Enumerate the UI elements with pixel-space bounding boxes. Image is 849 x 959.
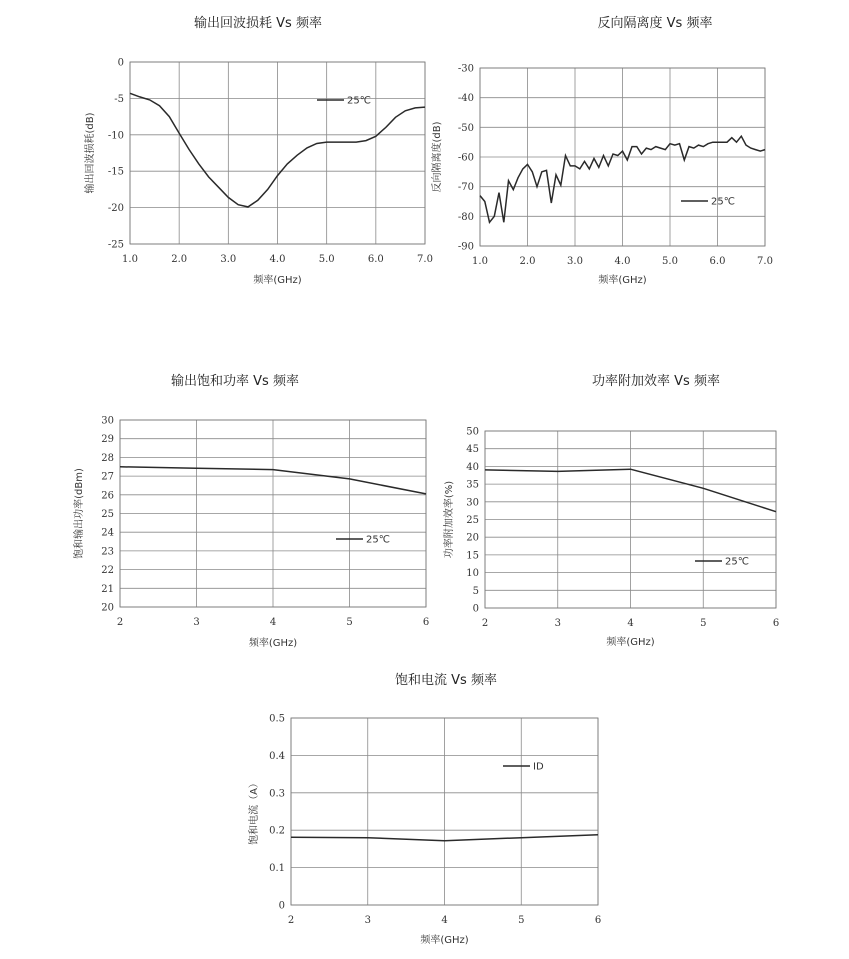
y-tick-label-sat-current: 0.2 — [269, 825, 285, 837]
chart-title-isolation: 反向隔离度 Vs 频率 — [597, 16, 713, 31]
y-tick-label-return-loss: -20 — [107, 203, 124, 215]
y-tick-label-return-loss: -15 — [107, 166, 124, 178]
legend-label-sat-current: ID — [533, 761, 544, 773]
x-tick-label-isolation: 6.0 — [709, 256, 726, 267]
x-tick-label-isolation: 7.0 — [757, 256, 773, 267]
y-tick-label-pae: 50 — [466, 426, 479, 438]
y-tick-label-sat-power: 28 — [101, 452, 114, 464]
chart-title-sat-current: 饱和电流 Vs 频率 — [395, 673, 497, 688]
x-tick-label-sat-current: 6 — [594, 915, 602, 926]
y-tick-label-pae: 0 — [472, 603, 479, 615]
y-tick-label-sat-power: 29 — [101, 434, 114, 446]
y-tick-label-isolation: -50 — [457, 122, 474, 134]
y-axis-label-pae: 功率附加效率(%) — [444, 480, 455, 559]
y-tick-label-sat-power: 25 — [101, 509, 114, 520]
y-tick-label-return-loss: -5 — [114, 93, 124, 105]
y-tick-label-sat-power: 22 — [101, 565, 114, 577]
x-tick-label-return-loss: 5.0 — [318, 254, 335, 265]
y-tick-label-isolation: -60 — [457, 152, 474, 164]
x-tick-label-pae: 6 — [772, 618, 780, 629]
x-tick-label-return-loss: 1.0 — [122, 254, 138, 265]
x-tick-label-pae: 3 — [554, 618, 561, 629]
y-tick-label-sat-power: 30 — [101, 415, 114, 427]
y-tick-label-sat-power: 21 — [101, 583, 114, 595]
y-tick-label-sat-current: 0.4 — [269, 750, 285, 762]
chart-title-pae: 功率附加效率 Vs 频率 — [592, 374, 720, 389]
y-tick-label-pae: 5 — [472, 585, 479, 597]
y-tick-label-sat-power: 20 — [101, 602, 114, 614]
y-tick-label-sat-power: 24 — [101, 527, 114, 539]
x-tick-label-pae: 2 — [481, 618, 489, 629]
x-tick-label-return-loss: 3.0 — [220, 254, 237, 265]
y-tick-label-sat-current: 0 — [278, 900, 285, 912]
x-axis-label-return-loss: 频率(GHz) — [253, 275, 302, 286]
x-tick-label-isolation: 4.0 — [614, 256, 631, 267]
legend-label-pae: 25℃ — [725, 556, 749, 568]
x-tick-label-return-loss: 7.0 — [417, 254, 433, 265]
y-tick-label-isolation: -70 — [457, 182, 474, 194]
x-tick-label-isolation: 5.0 — [662, 256, 678, 267]
y-tick-label-pae: 20 — [466, 532, 479, 544]
y-tick-label-isolation: -80 — [457, 211, 474, 223]
x-tick-label-sat-power: 5 — [346, 617, 353, 628]
y-tick-label-return-loss: -25 — [107, 239, 124, 251]
x-axis-label-pae: 频率(GHz) — [606, 637, 655, 648]
y-tick-label-isolation: -30 — [457, 63, 474, 75]
y-axis-label-sat-current: 饱和电流（A） — [249, 778, 260, 845]
y-tick-label-sat-power: 26 — [101, 490, 114, 502]
x-tick-label-sat-current: 4 — [441, 915, 448, 926]
x-tick-label-pae: 4 — [627, 618, 634, 629]
x-axis-label-sat-power: 频率(GHz) — [248, 638, 298, 649]
x-tick-label-return-loss: 2.0 — [171, 254, 188, 265]
y-tick-label-isolation: -40 — [457, 93, 474, 105]
y-tick-label-pae: 30 — [466, 497, 479, 509]
y-tick-label-sat-current: 0.3 — [269, 788, 285, 800]
y-axis-label-isolation: 反向隔离度(dB) — [432, 121, 443, 193]
y-tick-label-sat-power: 27 — [101, 471, 114, 483]
y-tick-label-pae: 35 — [466, 479, 479, 491]
x-tick-label-return-loss: 4.0 — [269, 254, 286, 265]
x-axis-label-sat-current: 频率(GHz) — [420, 935, 469, 946]
x-tick-label-sat-power: 2 — [116, 617, 124, 628]
x-tick-label-return-loss: 6.0 — [367, 254, 384, 265]
chart-title-return-loss: 输出回波损耗 Vs 频率 — [194, 16, 322, 31]
y-tick-label-pae: 45 — [466, 444, 479, 456]
y-tick-label-return-loss: -10 — [107, 130, 124, 142]
x-tick-label-sat-power: 6 — [422, 617, 430, 628]
x-tick-label-isolation: 3.0 — [567, 256, 583, 267]
y-tick-label-pae: 10 — [466, 568, 479, 580]
y-tick-label-sat-power: 23 — [101, 546, 114, 558]
x-axis-label-isolation: 频率(GHz) — [598, 275, 647, 286]
y-tick-label-return-loss: 0 — [117, 57, 124, 69]
legend-label-return-loss: 25℃ — [347, 95, 371, 107]
y-tick-label-pae: 40 — [466, 461, 479, 473]
legend-label-sat-power: 25℃ — [366, 534, 390, 546]
y-axis-label-return-loss: 输出回波损耗(dB) — [85, 112, 96, 194]
x-tick-label-isolation: 2.0 — [519, 256, 536, 267]
x-tick-label-sat-current: 3 — [364, 915, 371, 926]
chart-title-sat-power: 输出饱和功率 Vs 频率 — [171, 374, 299, 389]
x-tick-label-sat-power: 3 — [193, 617, 200, 628]
y-tick-label-sat-current: 0.5 — [269, 713, 285, 725]
legend-label-isolation: 25℃ — [711, 196, 735, 208]
y-tick-label-isolation: -90 — [457, 241, 474, 253]
y-tick-label-pae: 25 — [466, 515, 479, 526]
x-tick-label-sat-current: 2 — [287, 915, 295, 926]
x-tick-label-pae: 5 — [700, 618, 707, 629]
x-tick-label-sat-power: 4 — [269, 617, 277, 628]
x-tick-label-isolation: 1.0 — [472, 256, 488, 267]
x-tick-label-sat-current: 5 — [518, 915, 525, 926]
y-tick-label-sat-current: 0.1 — [269, 863, 285, 875]
y-tick-label-pae: 15 — [466, 550, 479, 562]
y-axis-label-sat-power: 饱和输出功率(dBm) — [74, 468, 85, 559]
